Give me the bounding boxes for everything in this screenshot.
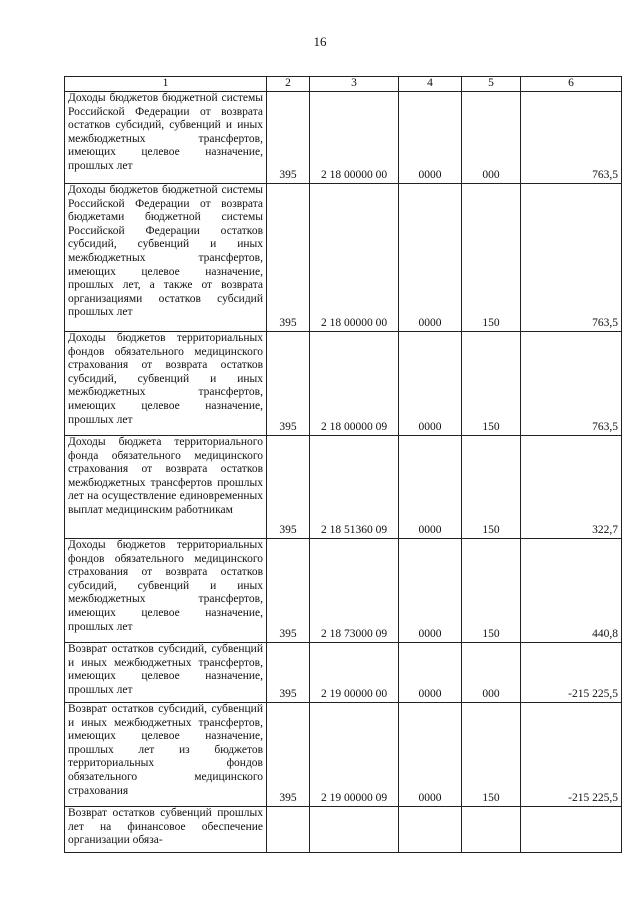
cell-subtype-code: 0000 bbox=[399, 92, 462, 184]
table-row bbox=[65, 184, 622, 332]
column-header: 1 bbox=[65, 77, 267, 92]
cell-revenue-code: 2 18 00000 00 bbox=[310, 92, 399, 184]
cell-admin-code: 395 bbox=[267, 703, 310, 807]
cell-class-code: 150 bbox=[462, 184, 521, 332]
cell-amount: -215 225,5 bbox=[521, 643, 622, 703]
row-description: Доходы бюджетов территориальных фондов обязательного медицинского страхования от возврата остатков субсидий, субвенций и иных межбюджетных трансфертов, имеющих целевое назначение, прошлых лет bbox=[65, 332, 267, 436]
cell-subtype-code: 0000 bbox=[399, 184, 462, 332]
table-row bbox=[65, 643, 622, 703]
cell-subtype-code bbox=[399, 807, 462, 853]
cell-revenue-code bbox=[310, 807, 399, 853]
cell-revenue-code: 2 18 00000 09 bbox=[310, 332, 399, 436]
cell-amount: 763,5 bbox=[521, 184, 622, 332]
cell-class-code: 150 bbox=[462, 436, 521, 539]
table-row bbox=[65, 703, 622, 807]
row-description: Возврат остатков субвенций прошлых лет на финансовое обеспечение организации обяза- bbox=[65, 807, 267, 853]
cell-admin-code: 395 bbox=[267, 643, 310, 703]
cell-admin-code: 395 bbox=[267, 92, 310, 184]
cell-admin-code: 395 bbox=[267, 436, 310, 539]
cell-admin-code: 395 bbox=[267, 332, 310, 436]
row-description: Доходы бюджетов бюджетной системы Российской Федерации от возврата бюджетами бюджетной системы Российской Федерации остатков субсидий, субвенций и иных межбюджетных трансфертов, имеющих целевое назначение, прошлых лет, а также от возврата организациями остатков субсидий прошлых лет bbox=[65, 184, 267, 332]
table-row bbox=[65, 807, 622, 853]
column-header: 6 bbox=[521, 77, 622, 92]
cell-class-code: 000 bbox=[462, 643, 521, 703]
cell-amount bbox=[521, 807, 622, 853]
cell-subtype-code: 0000 bbox=[399, 332, 462, 436]
table-row bbox=[65, 539, 622, 643]
cell-revenue-code: 2 18 73000 09 bbox=[310, 539, 399, 643]
cell-class-code: 150 bbox=[462, 332, 521, 436]
row-description: Доходы бюджетов бюджетной системы Российской Федерации от возврата остатков субсидий, субвенций и иных межбюджетных трансфертов, имеющих целевое назначение, прошлых лет bbox=[65, 92, 267, 184]
cell-admin-code bbox=[267, 807, 310, 853]
table-row bbox=[65, 92, 622, 184]
cell-revenue-code: 2 19 00000 09 bbox=[310, 703, 399, 807]
cell-amount: -215 225,5 bbox=[521, 703, 622, 807]
cell-subtype-code: 0000 bbox=[399, 643, 462, 703]
cell-class-code bbox=[462, 807, 521, 853]
table-header-row bbox=[65, 77, 622, 92]
cell-admin-code: 395 bbox=[267, 539, 310, 643]
table-row bbox=[65, 332, 622, 436]
column-header: 5 bbox=[462, 77, 521, 92]
cell-class-code: 150 bbox=[462, 539, 521, 643]
cell-admin-code: 395 bbox=[267, 184, 310, 332]
cell-amount: 322,7 bbox=[521, 436, 622, 539]
cell-amount: 763,5 bbox=[521, 332, 622, 436]
table-row bbox=[65, 436, 622, 539]
cell-subtype-code: 0000 bbox=[399, 436, 462, 539]
row-description: Возврат остатков субсидий, субвенций и иных межбюджетных трансфертов, имеющих целевое назначение, прошлых лет bbox=[65, 643, 267, 703]
column-header: 3 bbox=[310, 77, 399, 92]
cell-revenue-code: 2 18 00000 00 bbox=[310, 184, 399, 332]
cell-revenue-code: 2 19 00000 00 bbox=[310, 643, 399, 703]
row-description: Доходы бюджета территориального фонда обязательного медицинского страхования от возврата остатков межбюджетных трансфертов прошлых лет на осуществление единовременных выплат медицинским работникам bbox=[65, 436, 267, 539]
row-description: Возврат остатков субсидий, субвенций и иных межбюджетных трансфертов, имеющих целевое назначение, прошлых лет из бюджетов территориальных фондов обязательного медицинского страхования bbox=[65, 703, 267, 807]
cell-subtype-code: 0000 bbox=[399, 703, 462, 807]
cell-revenue-code: 2 18 51360 09 bbox=[310, 436, 399, 539]
cell-subtype-code: 0000 bbox=[399, 539, 462, 643]
cell-class-code: 000 bbox=[462, 92, 521, 184]
cell-amount: 440,8 bbox=[521, 539, 622, 643]
column-header: 4 bbox=[399, 77, 462, 92]
cell-amount: 763,5 bbox=[521, 92, 622, 184]
cell-class-code: 150 bbox=[462, 703, 521, 807]
column-header: 2 bbox=[267, 77, 310, 92]
row-description: Доходы бюджетов территориальных фондов обязательного медицинского страхования от возврата остатков субсидий, субвенций и иных межбюджетных трансфертов, имеющих целевое назначение, прошлых лет bbox=[65, 539, 267, 643]
budget-table bbox=[64, 76, 622, 853]
page-number: 16 bbox=[313, 34, 327, 49]
